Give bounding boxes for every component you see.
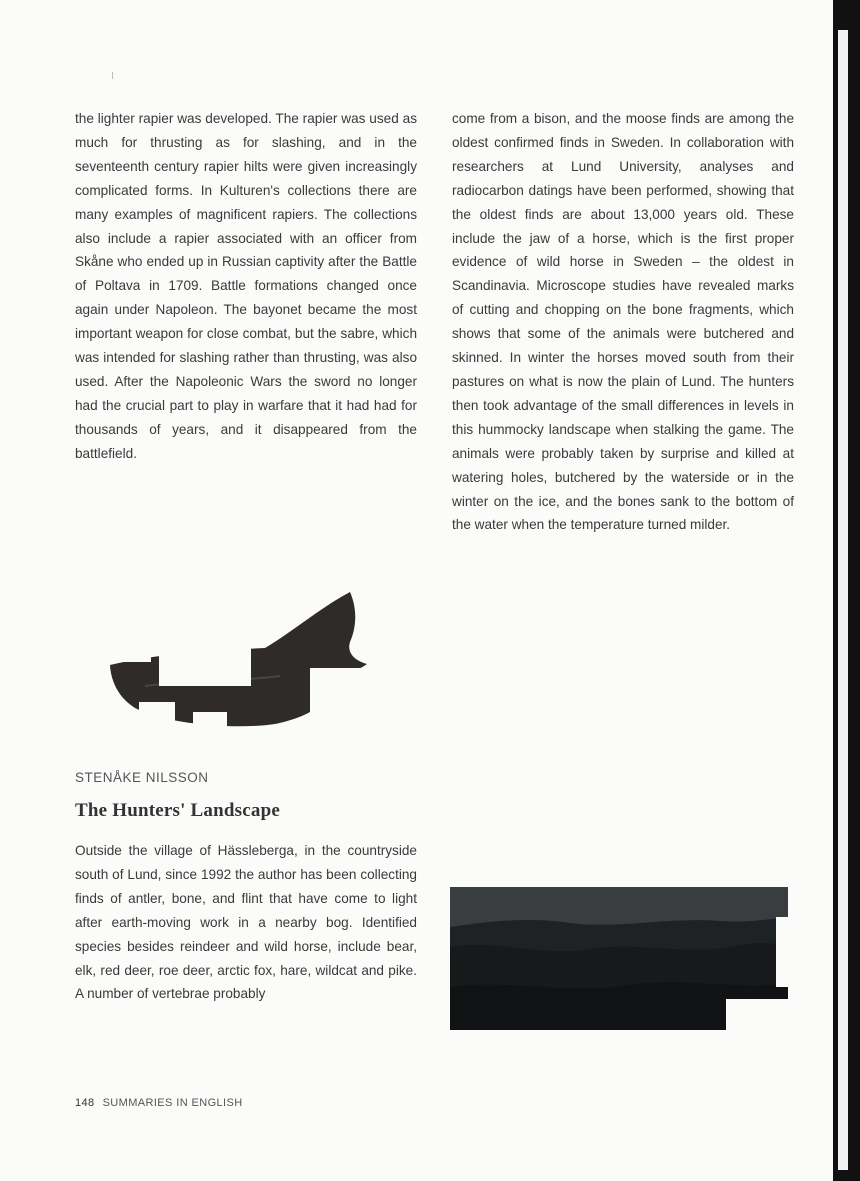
- right-column-text: come from a bison, and the moose finds are among the oldest confirmed finds in Sweden. In collaboration with researchers at Lund University, analyses and radiocarbon datings have been performed, showing that the oldest finds are about 13,000 years old. These include the jaw of a horse, which is the first proper evidence of wild horse in Sweden – the oldest in Scandinavia. Microscope studies have revealed marks of cutting and chopping on the bone fragments, which shows that some of the animals were butchered and skinned. In winter the horses moved south from their pastures on what is now the plain of Lund. The hunters then took advantage of the small differences in levels in this hummocky landscape when stalking the game. The animals were probably taken by surprise and killed at watering holes, butchered by the waterside or in the winter on the ice, and the bones sank to the bottom of the water when the temperature turned milder.: [452, 111, 794, 533]
- photo-cutout: [776, 917, 788, 987]
- page-number: 148: [75, 1097, 95, 1109]
- photo-cutout: [111, 598, 151, 662]
- left-column-text: the lighter rapier was developed. The rapier was used as much for thrusting as for slashing, and in the seventeenth century rapier hilts were given increasingly complicated forms. In Kulturen's collections there are many examples of magnificent rapiers. The collections also include a rapier associated with an officer from Skåne who ended up in Russian captivity after the Battle of Poltava in 1709. Battle formations changed once again under Napoleon. The bayonet became the most important weapon for close combat, but the sabre, which was intended for slashing rather than thrusting, was also used. After the Napoleonic Wars the sword no longer had the crucial part to play in warfare that it had had for thousands of years, and it disappeared from the battlefield.: [75, 111, 417, 461]
- artifact-photo: [105, 590, 375, 740]
- left-bottom-text: Outside the village of Hässleberga, in the countryside south of Lund, since 1992 the author has been collecting finds of antler, bone, and flint that have come to light after earth-moving work in a nearby bog. Identified species besides reindeer and wild horse, include bear, elk, red deer, roe deer, arctic fox, hare, wildcat and pike. A number of vertebrae probably: [75, 843, 417, 1002]
- crop-mark: [112, 72, 113, 79]
- landscape-photo: [450, 887, 788, 1030]
- section-heading: The Hunters' Landscape: [75, 800, 280, 821]
- photo-cutout: [139, 702, 175, 728]
- running-title: SUMMARIES IN ENGLISH: [102, 1097, 243, 1109]
- photo-cutout: [193, 712, 227, 736]
- photo-cutout: [159, 648, 251, 686]
- author-name: STENÅKE NILSSON: [75, 770, 209, 785]
- edge-strip-inner: [838, 30, 848, 1170]
- sky-band: [450, 887, 788, 927]
- page-footer: [75, 1097, 243, 1109]
- photo-cutout: [310, 668, 362, 728]
- photo-cutout: [726, 999, 788, 1030]
